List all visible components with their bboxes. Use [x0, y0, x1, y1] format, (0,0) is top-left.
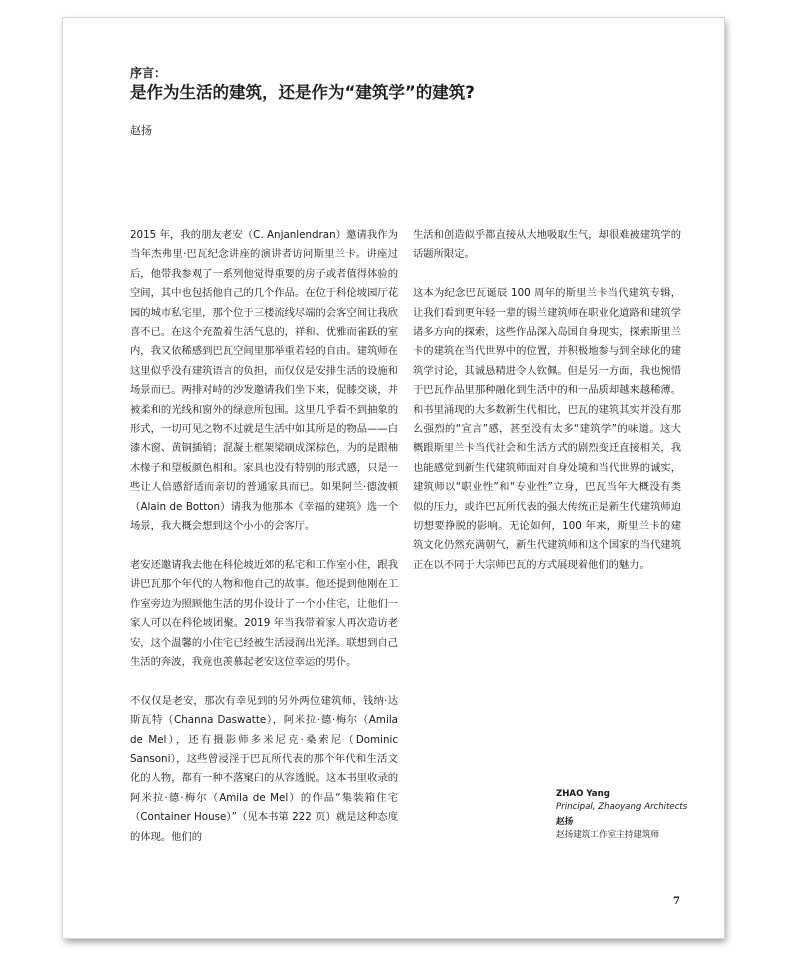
left-column [130, 226, 398, 866]
bio-name-cn: 赵扬 [556, 817, 574, 827]
page-title: 是作为生活的建筑，还是作为“建筑学”的建筑? [130, 83, 475, 102]
preface-label: 序言： [130, 66, 167, 80]
author-name: 赵扬 [130, 124, 152, 137]
paragraph: 2015 年，我的朋友老安（C. Anjanlendran）邀请我作为当年杰弗里·巴瓦纪念讲座的演讲者访问斯里兰卡。讲座过后，他带我参观了一系列他觉得重要的房子或者值得体验的空间，其中也包括他自己的几个作品。在位于科伦坡园厅花园的城市私宅里，那个位于三楼流线尽端的会客空间让我欣喜不已。在这个充盈着生活气息的，祥和、优雅而雀跃的室内，我又依稀感到巴瓦空间里那举重若轻的自由。建筑师在这里似乎没有建筑语言的负担，而仅仅是安排生活的设施和场景而已。两排对峙的沙发邀请我们坐下来，促膝交谈，并被柔和的光线和窗外的绿意所包围。这里几乎看不到抽象的形式，一切可见之物不过就是生活中如其所是的物品——白漆木窗、黄铜插销；混凝土框架梁刷成深棕色，为的是跟柚木椽子和望板颜色相和。家具也没有特别的形式感，只是一些让人倍感舒适而亲切的普通家具而已。如果阿兰·德波顿（Alain de Botton）请我为他那本《幸福的建筑》选一个场景，我大概会想到这个小小的会客厅。 [130, 229, 398, 533]
page-number: 7 [673, 896, 680, 907]
bio-name-en: ZHAO Yang [556, 789, 610, 799]
bio-title-en: Principal, Zhaoyang Architects [556, 802, 688, 812]
paragraph: 老安还邀请我去他在科伦坡近郊的私宅和工作室小住，跟我讲巴瓦那个年代的人物和他自己的故事。他还提到他刚在工作室旁边为照顾他生活的男仆设计了一个小住宅，让他们一家人可以在科伦坡团聚。2019 年当我带着家人再次造访老安，这个温馨的小住宅已经被生活浸润出光泽。联想到自己生活的奔波，我竟也羡慕起老安这位幸运的男仆。 [130, 558, 398, 668]
paragraph: 不仅仅是老安，那次有幸见到的另外两位建筑师，钱纳·达斯瓦特（Channa Daswatte），阿米拉·德·梅尔（Amila de Mel），还有摄影师多米尼克·桑索尼（Dominic Sansoni），这些曾浸淫于巴瓦所代表的那个年代和生活文化的人物，都有一种不落窠臼的从容透脱。这本书里收录的阿米拉·德·梅尔（Amila de Mel）的作品“集装箱住宅（Container House）”（见本书第 222 页）就是这种态度的体现。他们的 [130, 694, 398, 843]
bio-title-cn: 赵扬建筑工作室主持建筑师 [556, 830, 660, 840]
paragraph: 生活和创造似乎都直接从大地吸取生气，却很难被建筑学的话题所限定。 [413, 229, 681, 261]
right-column [413, 226, 681, 595]
book-page [63, 18, 724, 938]
author-bio [556, 788, 687, 842]
paragraph: 这本为纪念巴瓦诞辰 100 周年的斯里兰卡当代建筑专辑，让我们看到更年轻一辈的锡兰建筑师在职业化道路和建筑学诸多方向的探索，这些作品深入岛国自身现实，探索斯里兰卡的建筑在当代世界中的位置，并积极地参与到全球化的建筑学讨论，其诚恳精进令人钦佩。但是另一方面，我也惋惜于巴瓦作品里那种融化到生活中的和一品质却越来越稀薄。和书里涌现的大多数新生代相比，巴瓦的建筑其实并没有那么强烈的“宣言”感，甚至没有太多“建筑学”的味道。这大概跟斯里兰卡当代社会和生活方式的剧烈变迁直接相关，我也能感觉到新生代建筑师面对自身处境和当代世界的诚实，建筑师以“职业性”和“专业性”立身，巴瓦当年大概没有类似的压力，或许巴瓦所代表的强大传统正是新生代建筑师迫切想要挣脱的影响。无论如何，100 年来，斯里兰卡的建筑文化仍然充满朝气，新生代建筑师和这个国家的当代建筑正在以不同于大宗师巴瓦的方式展现着他们的魅力。 [413, 287, 681, 571]
